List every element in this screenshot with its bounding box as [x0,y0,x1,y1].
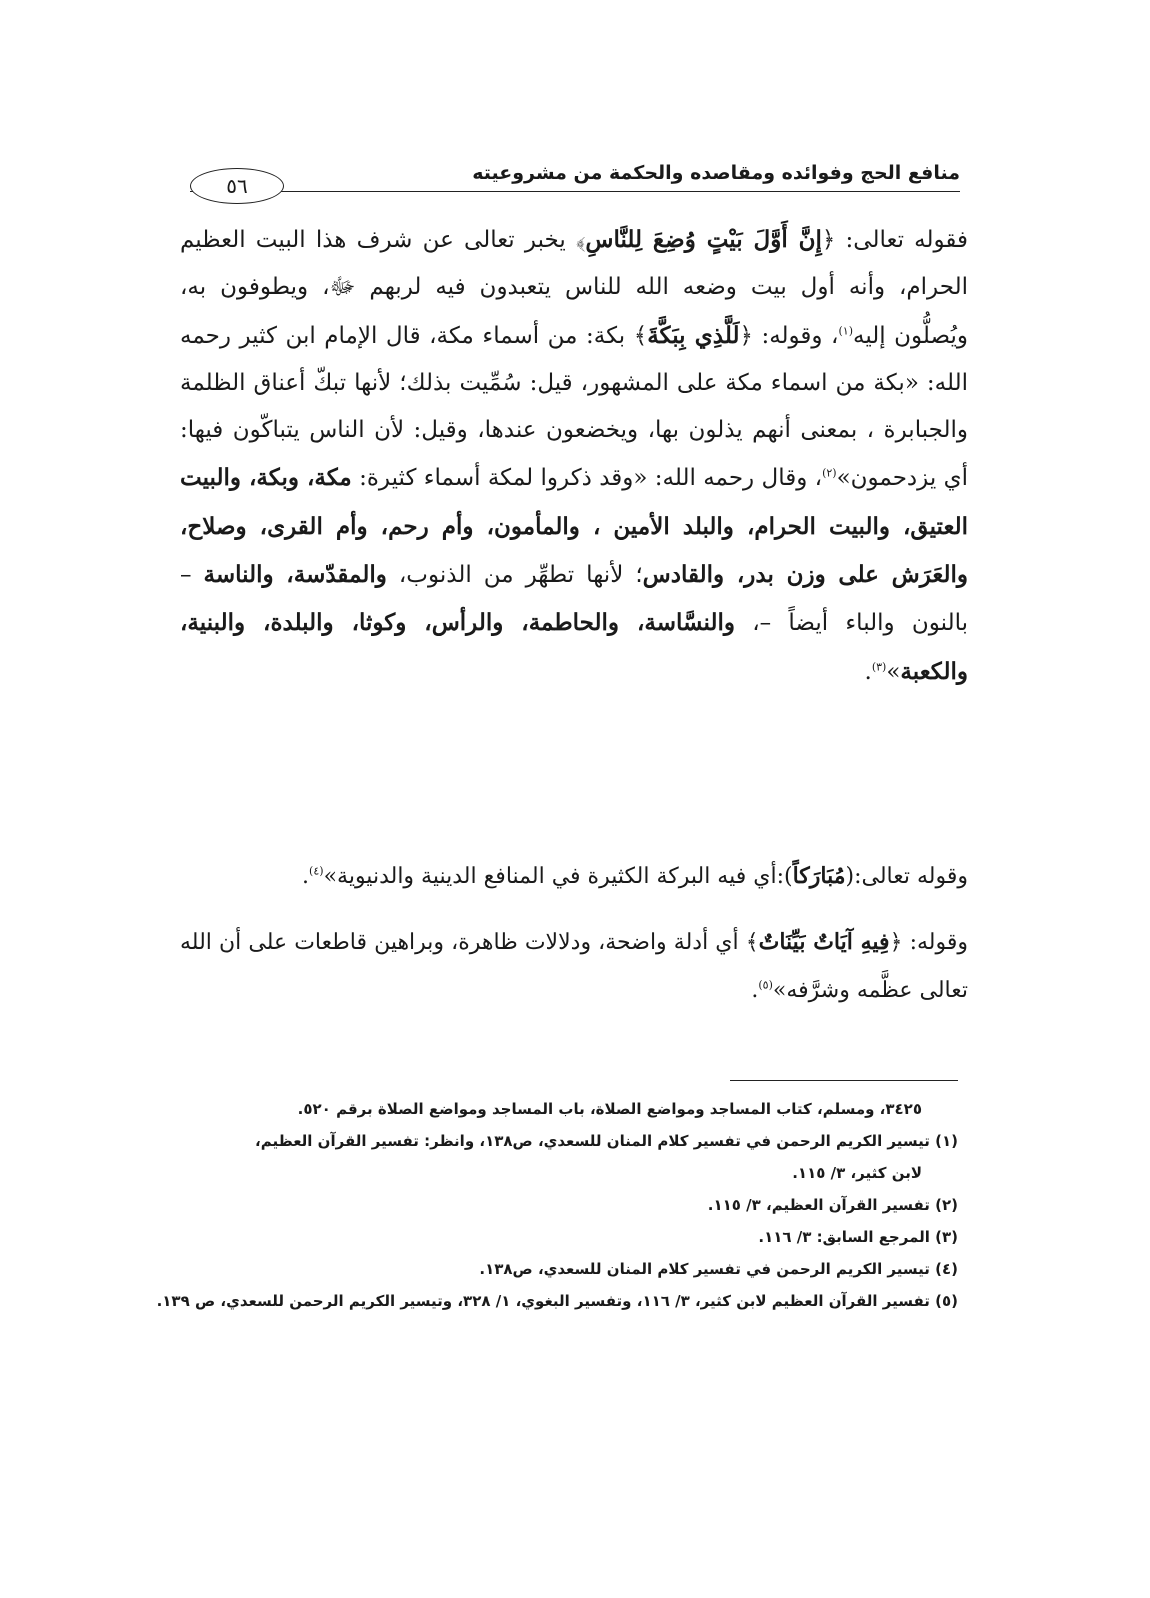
text-run: ، وقوله: ﴿ [739,322,839,349]
footnote-2: (٢) تفسير القرآن العظيم، ٣/ ١١٥. [707,1196,958,1214]
footnotes [156,1093,958,1317]
text-run: » [886,658,901,685]
running-header [190,158,960,194]
text-run: ﴾ بكة: من أسماء مكة، قال الإمام ابن كثير رحمه الله: «بكة من اسماء مكة على المشهور، قيل: سُمِّيت بذلك؛ لأنها تبكّ أعناق الظلمة والجبابرة ، بمعنى أنهم يذلون بها، ويخضعون عندها، وقيل: لأن الناس يتباكّون فيها: أي يزدحمون» [180,322,968,492]
bold-names: والمقدّسة، والناسة [203,561,387,589]
text-run: ؛ لأنها تطهِّر من الذنوب، [386,562,643,589]
quran-verse: إِنَّ أَوَّلَ بَيْتٍ وُضِعَ لِلنَّاسِ [585,226,822,253]
header-title: منافع الحج وفوائده ومقاصده والحكمة من مشروعيته [472,162,960,184]
footnote-4: (٤) تيسير الكريم الرحمن في تفسير كلام المنان للسعدي، ص١٣٨. [479,1260,958,1278]
text-run: وقوله: ﴿ [889,930,968,955]
footnote-continued: ٣٤٢٥، ومسلم، كتاب المساجد ومواضع الصلاة، باب المساجد ومواضع الصلاة برقم ٥٢٠. [297,1100,922,1118]
footnote-divider [730,1080,958,1081]
footnote-1-continued: لابن كثير، ٣/ ١١٥. [792,1164,922,1182]
bold-names: مكة، وبكة، والبيت العتيق، والبيت الحرام، والبلد الأمين ، والمأمون، وأم رحم، وأم القرى، وصلاح، والعَرَش على وزن بدر، والقادس [180,464,968,589]
quran-verse: فِيهِ آيَاتٌ بَيِّنَاتٌ [758,929,890,955]
footnote-1: (١) تيسير الكريم الرحمن في تفسير كلام المنان للسعدي، ص١٣٨، وانظر: تفسير القرآن العظيم، [255,1132,958,1150]
footnote-3: (٣) المرجع السابق: ٣/ ١١٦. [758,1228,958,1246]
text-run: ﴾ يخبر تعالى عن شرف هذا البيت العظيم الحرام، وأنه أول بيت وضعه الله للناس يتعبدون فيه لربهم ﷻ، ويطوفون به، ويُصلُّون إليه [180,227,969,349]
text-run: وقوله تعالى:( [845,864,968,889]
text-run: ):أي فيه البركة الكثيرة في المنافع الدينية والدنيوية» [323,864,793,889]
footnote-5: (٥) تفسير القرآن العظيم لابن كثير، ٣/ ١١٦، وتفسير البغوي، ١/ ٣٢٨، وتيسير الكريم الرحمن للسعدي، ص ١٣٩. [156,1292,958,1310]
text-run: . [302,864,310,889]
paragraph-3 [180,918,968,1015]
bold-names: والنسَّاسة، والحاطمة، والرأس، وكوثا، والبلدة، والبنية، والكعبة [180,609,968,685]
footnote-ref[interactable]: (٥) [758,978,773,992]
text-run: – بالنون والباء أيضاً –، [180,562,969,637]
paragraph-2 [180,852,968,901]
quran-verse: لَلَّذِي بِبَكَّةَ [647,321,740,349]
footnote-ref[interactable]: (٤) [309,864,324,878]
text-run: ﴾ أي أدلة واضحة، ودلالات ظاهرة، وبراهين قاطعات على أن الله تعالى عظَّمه وشرَّفه» [180,930,968,1003]
footnote-ref[interactable]: (٣) [871,660,887,674]
footnote-ref[interactable]: (١) [838,323,853,337]
text-run: . [864,658,872,685]
paragraph-1 [180,216,968,696]
text-run: . [751,978,759,1003]
header-rule [190,191,960,192]
footnote-ref[interactable]: (٢) [822,466,837,480]
text-run: ، وقال رحمه الله: «وقد ذكروا لمكة أسماء كثيرة: [351,465,823,492]
quran-verse: مُبَارَكاً [792,863,846,889]
page-number: ٥٦ [190,168,284,204]
text-run: فقوله تعالى: ﴿ [821,227,969,253]
